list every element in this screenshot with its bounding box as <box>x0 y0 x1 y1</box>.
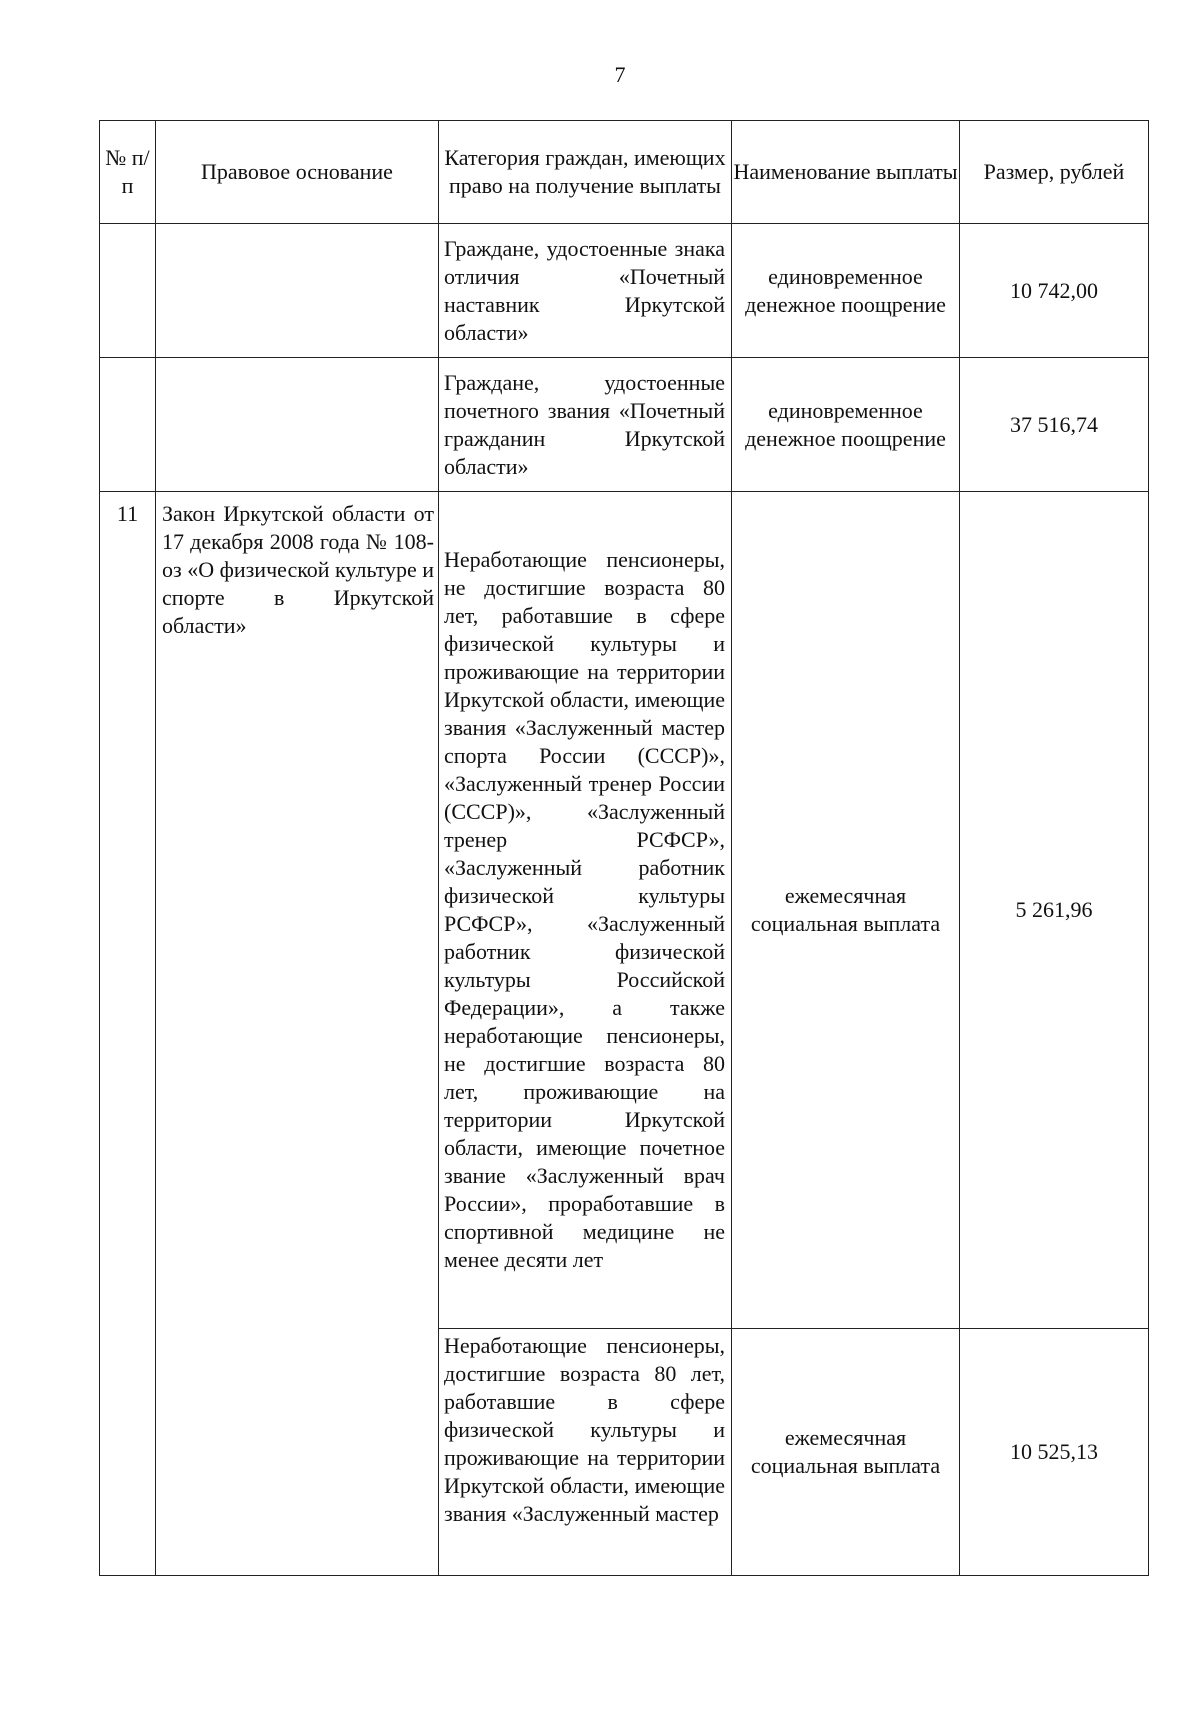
category-cell: Граждане, удостоенные почетного звания «Почетный гражданин Иркутской области» <box>439 358 732 492</box>
amount-cell: 37 516,74 <box>960 358 1149 492</box>
amount-cell: 10 525,13 <box>960 1329 1149 1576</box>
row-basis-cell <box>156 224 439 358</box>
table-row <box>100 358 1149 492</box>
amount-cell: 10 742,00 <box>960 224 1149 358</box>
page-number: 7 <box>614 62 626 87</box>
table-row <box>100 224 1149 358</box>
table-row <box>100 492 1149 1329</box>
row-basis-cell: Закон Иркутской области от 17 декабря 2008 года № 108-оз «О физической культуре и спорте в Иркутской области» <box>156 492 439 1576</box>
category-cell: Неработающие пенсионеры, достигшие возраста 80 лет, работавшие в сфере физической культуры и проживающие на территории Иркутской области, имеющие звания «Заслуженный мастер <box>439 1329 732 1576</box>
row-num-cell <box>100 358 156 492</box>
category-cell: Неработающие пенсионеры, не достигшие возраста 80 лет, работавшие в сфере физической культуры и проживающие на территории Иркутской области, имеющие звания «Заслуженный мастер спорта России (СССР)», «Заслуженный тренер России (СССР)», «Заслуженный тренер РСФСР», «Заслуженный работник физической культуры РСФСР», «Заслуженный работник физической культуры Российской Федерации», а также неработающие пенсионеры, не достигшие возраста 80 лет, проживающие на территории Иркутской области, имеющие почетное звание «Заслуженный врач России», проработавшие в спортивной медицине не менее десяти лет <box>439 492 732 1329</box>
payment-name-cell: ежемесячная социальная выплата <box>732 492 960 1329</box>
header-row <box>100 121 1149 224</box>
amount-cell: 5 261,96 <box>960 492 1149 1329</box>
header-payment-name: Наименование выплаты <box>732 121 960 224</box>
row-num-cell: 11 <box>100 492 156 1576</box>
category-cell: Граждане, удостоенные знака отличия «Почетный наставник Иркутской области» <box>439 224 732 358</box>
header-category: Категория граждан, имеющих право на получение выплаты <box>439 121 732 224</box>
header-num: № п/п <box>100 121 156 224</box>
row-num-cell <box>100 224 156 358</box>
header-amount: Размер, рублей <box>960 121 1149 224</box>
payments-table <box>99 120 1149 1576</box>
header-basis: Правовое основание <box>156 121 439 224</box>
row-basis-cell <box>156 358 439 492</box>
payment-name-cell: единовременное денежное поощрение <box>732 358 960 492</box>
payment-name-cell: единовременное денежное поощрение <box>732 224 960 358</box>
payment-name-cell: ежемесячная социальная выплата <box>732 1329 960 1576</box>
